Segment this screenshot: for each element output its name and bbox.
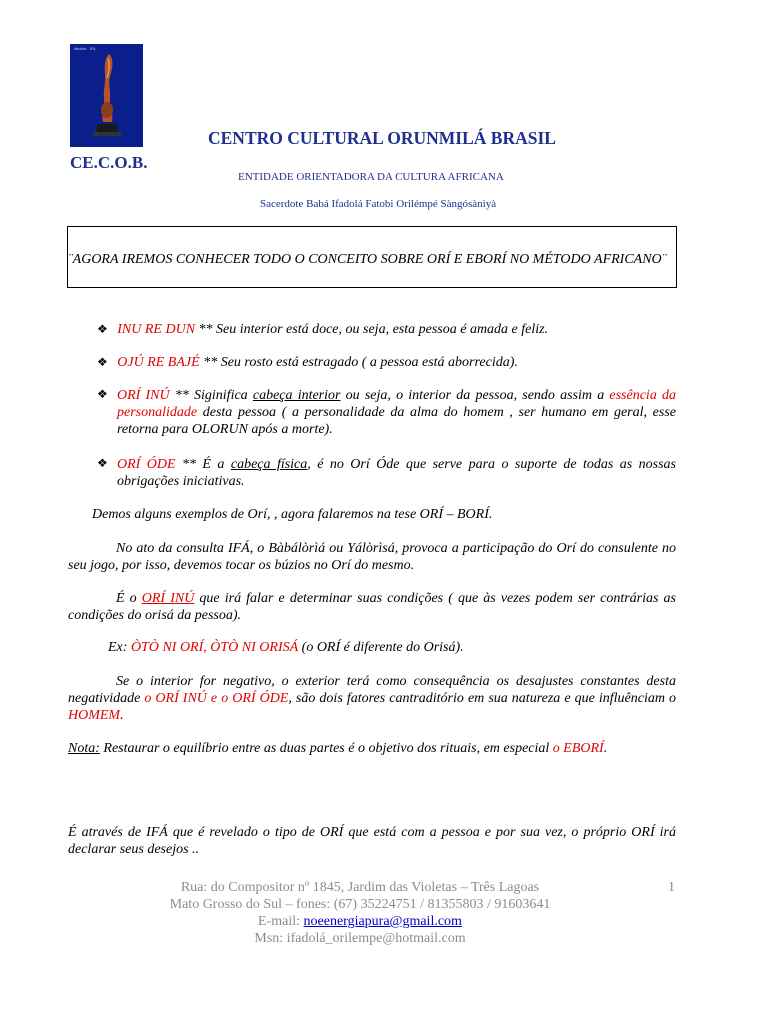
- bullet-term: ORÍ INÚ: [117, 388, 170, 403]
- highlight-text: HOMEM: [68, 708, 121, 723]
- logo-image: [70, 44, 143, 147]
- bullet-text: ** Seu rosto está estragado ( a pessoa está aborrecida).: [199, 355, 518, 370]
- paragraph-text: Restaurar o equilíbrio entre as duas partes é o objetivo dos rituais, em especial: [99, 741, 553, 756]
- note-paragraph: [68, 740, 676, 757]
- bullet-term: INU RE DUN: [117, 322, 196, 337]
- logo-caption: Ifadola - IFA: [74, 46, 96, 51]
- bullet-text: ** Seu interior está doce, ou seja, esta pessoa é amada e feliz.: [195, 322, 549, 337]
- diamond-bullet-icon: ❖: [97, 355, 108, 369]
- org-priest: Sacerdote Babá Ifadolá Fatobi Orilémpé Sàngósàniyà: [260, 198, 497, 210]
- paragraph: Demos alguns exemplos de Orí, , agora falaremos na tese ORÍ – BORÍ.: [92, 507, 493, 522]
- highlight-text: ORÍ INÚ: [141, 591, 195, 606]
- highlight-text: ÒTÒ NI ORÍ, ÒTÒ NI ORISÁ: [130, 640, 299, 655]
- bullet-text: ** É a: [175, 457, 231, 472]
- paragraph: [68, 673, 676, 724]
- footer-phones: Mato Grosso do Sul – fones: (67) 35224751 / 81355803 / 91603641: [169, 897, 551, 912]
- paragraph: É através de IFÁ que é revelado o tipo de ORÍ que está com a pessoa e por sua vez, o próprio ORÍ irá declarar seus desejos ..: [68, 825, 676, 857]
- bullet-term: OJÚ RE BAJÉ: [117, 355, 200, 370]
- diamond-bullet-icon: ❖: [97, 456, 108, 470]
- highlight-text: o EBORÍ: [552, 741, 604, 756]
- paragraph-text: É o: [116, 591, 142, 606]
- bullet-text: ** Siginifica: [169, 388, 253, 403]
- email-label: E-mail:: [258, 914, 304, 929]
- bullet-term: ORÍ ÓDE: [117, 457, 176, 472]
- page-number: 1: [668, 880, 675, 895]
- footer-msn: Msn: ifadolá_orilempe@hotmail.com: [254, 931, 466, 946]
- footer-email: [120, 914, 600, 930]
- org-subtitle: ENTIDADE ORIENTADORA DA CULTURA AFRICANA: [238, 171, 504, 183]
- org-acronym: CE.C.O.B.: [70, 153, 148, 172]
- paragraph: No ato da consulta IFÁ, o Bàbálòrìá ou Yálòrìsá, provoca a participação do Orí do consulente no seu jogo, por isso, devemos tocar os búzios no Orí do mesmo.: [68, 541, 676, 573]
- bullet-item: [117, 387, 676, 438]
- paragraph-text: (o ORÍ é diferente do Orisá).: [298, 640, 464, 655]
- paragraph: [108, 639, 676, 656]
- heading-text: ¨AGORA IREMOS CONHECER TODO O CONCEITO SOBRE ORÍ E EBORÍ NO MÉTODO AFRICANO¨: [68, 252, 667, 267]
- underlined-term: cabeça interior: [252, 388, 341, 403]
- heading-box: [67, 226, 677, 288]
- highlight-text: essência da personalidade: [117, 388, 677, 420]
- paragraph-text: .: [603, 741, 608, 756]
- paragraph-text: Ex:: [108, 640, 131, 655]
- paragraph-text: que irá falar e determinar suas condições ( que às vezes podem ser contrárias as condições do orisá da pessoa).: [68, 591, 677, 623]
- bullet-text: ou seja, o interior da pessoa, sendo assim a: [340, 388, 610, 403]
- paragraph-text: .: [120, 708, 124, 723]
- underlined-term: cabeça física: [230, 457, 308, 472]
- email-link[interactable]: noeenergiapura@gmail.com: [303, 914, 462, 929]
- bullet-item: [97, 354, 677, 371]
- note-label: Nota:: [68, 741, 100, 756]
- diamond-bullet-icon: ❖: [97, 322, 108, 336]
- bullet-text: desta pessoa ( a personalidade da alma do homem , ser humano em geral, esse retorna para OLORUN após a morte).: [117, 405, 676, 437]
- bullet-item: [97, 321, 677, 338]
- paragraph: [68, 590, 676, 624]
- footer-address: Rua: do Compositor nº 1845, Jardim das Violetas – Três Lagoas: [180, 880, 540, 895]
- highlight-text: o ORÍ INÚ e o ORÍ ÓDE: [144, 691, 289, 706]
- org-title: CENTRO CULTURAL ORUNMILÁ BRASIL: [208, 128, 556, 148]
- paragraph-text: Se o interior for negativo, o exterior terá como consequência os desajustes constantes desta negatividade: [68, 674, 676, 706]
- paragraph-text: , são dois fatores cantraditório em sua natureza e que influênciam o: [288, 691, 676, 706]
- diamond-bullet-icon: ❖: [97, 387, 108, 401]
- bullet-text: , é no Orí Óde que serve para o suporte de todas as nossas obrigações iniciativas.: [117, 457, 676, 489]
- statue-icon: [70, 44, 143, 147]
- bullet-item: [117, 456, 676, 490]
